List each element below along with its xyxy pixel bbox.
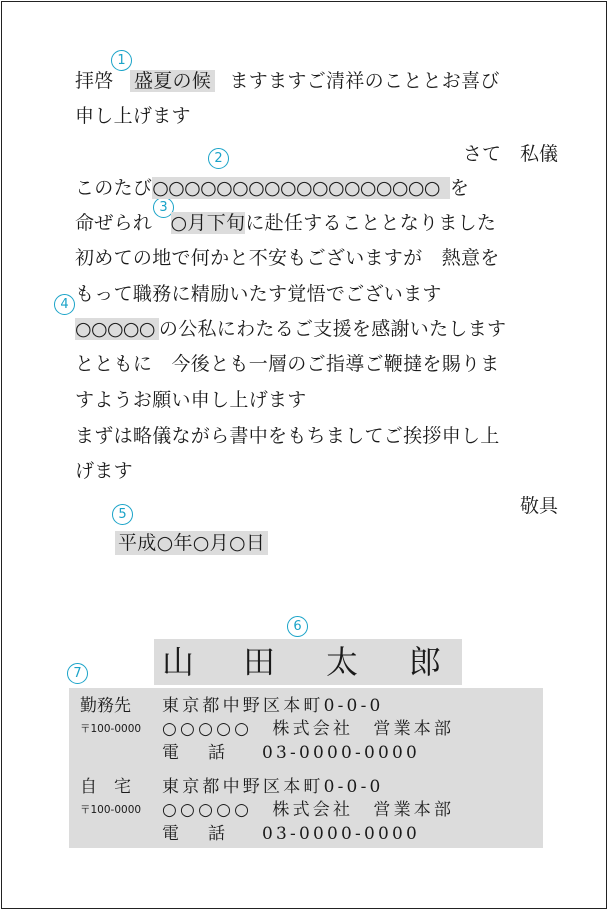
letter-line-5 (75, 211, 496, 235)
sender-name-char-1: 山 (162, 643, 195, 681)
line5-start: 命ぜられ (75, 212, 153, 234)
work-address: 東京都中野区本町0-0-0 (162, 696, 384, 716)
marker-4: 4 (54, 294, 75, 315)
closing-word: 敬具 (519, 495, 558, 517)
letter-line-12: げます (75, 460, 133, 482)
line8-rest: の公私にわたるご支援を感謝いたします (158, 318, 507, 340)
work-label: 勤務先 (80, 696, 131, 716)
season-greeting: 盛夏の候 (130, 70, 215, 92)
letter-line-2: 申し上げます (75, 105, 191, 127)
home-phone: 03-0000-0000 (262, 824, 421, 844)
home-address: 東京都中野区本町0-0-0 (162, 777, 384, 797)
home-label: 自 宅 (80, 777, 131, 797)
letter-line-8 (75, 317, 506, 341)
new-post-placeholder: ○○○○○○○○○○○○○○○○○○ (152, 177, 450, 199)
work-zip: 〒100-0000 (80, 723, 142, 735)
marker-5: 5 (112, 504, 133, 525)
transfer-date-placeholder: ○月下旬 (170, 212, 246, 234)
letter-line-6: 初めての地で何かと不安もございますが 熱意を (75, 247, 500, 269)
work-phone-label: 電 話 (162, 743, 231, 763)
marker-6: 6 (287, 616, 308, 637)
letter-line-10: すようお願い申し上げます (75, 389, 307, 411)
letter-line-9: とともに 今後とも一層のご指導ご鞭撻を賜りま (75, 353, 500, 375)
letter-line-7: もって職務に精励いたす覚悟でございます (75, 283, 442, 305)
letter-line-3: さて 私儀 (462, 143, 558, 165)
line4-end: を (449, 177, 470, 199)
marker-3: 3 (153, 197, 174, 218)
opening-word: 拝啓 (75, 70, 114, 92)
company-placeholder: ○○○○○ (75, 318, 159, 340)
letter-date: 平成○年○月○日 (115, 531, 268, 555)
home-zip: 〒100-0000 (80, 804, 142, 816)
work-company: ○○○○○ 株式会社 営業本部 (162, 719, 455, 739)
marker-1: 1 (111, 50, 132, 71)
line5-rest: に赴任することとなりました (245, 212, 497, 234)
sender-name-char-2: 田 (243, 643, 276, 681)
home-company: ○○○○○ 株式会社 営業本部 (162, 800, 455, 820)
letter-line-4 (75, 176, 469, 200)
work-phone: 03-0000-0000 (262, 743, 421, 763)
letter-line-11: まずは略儀ながら書中をもちましてご挨拶申し上 (75, 425, 500, 447)
letter-line-1 (75, 69, 500, 93)
marker-7: 7 (67, 663, 88, 684)
sender-name-char-3: 太 (326, 643, 359, 681)
sender-name-char-4: 郎 (409, 643, 442, 681)
marker-2: 2 (208, 148, 229, 169)
greeting-text: ますますご清祥のこととお喜び (229, 70, 500, 92)
home-phone-label: 電 話 (162, 824, 231, 844)
line4-start: このたび (75, 177, 153, 199)
